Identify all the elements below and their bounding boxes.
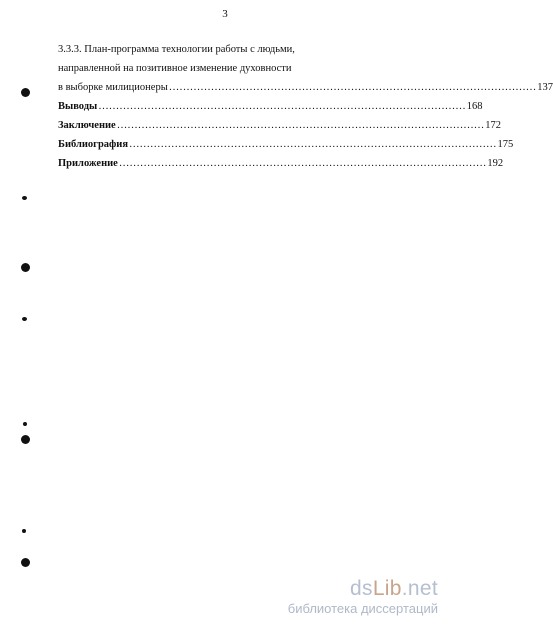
toc-leader-dots: …………………………………………………………………………………………… bbox=[168, 82, 537, 93]
toc-entry-page: 175 bbox=[497, 139, 514, 150]
toc-entry-bibliography bbox=[58, 139, 514, 150]
toc-leader-dots: …………………………………………………………………………………………… bbox=[116, 120, 485, 131]
watermark-logo bbox=[288, 578, 438, 600]
toc-item-3-3-3-line-1: 3.3.3. План-программа технологии работы с людьми, bbox=[58, 44, 295, 55]
scan-hole-mark bbox=[21, 558, 30, 567]
page-number: 3 bbox=[222, 8, 228, 20]
toc-entry-page: 192 bbox=[487, 158, 504, 169]
dslib-watermark bbox=[288, 578, 438, 616]
toc-entry-page: 168 bbox=[466, 101, 483, 112]
toc-item-3-3-3-page: 137 bbox=[537, 82, 553, 93]
scan-hole-mark bbox=[21, 263, 30, 272]
toc-leader-dots: …………………………………………………………………………………………… bbox=[118, 158, 487, 169]
toc-entry-label: Выводы bbox=[58, 101, 98, 112]
toc-entry-label: Приложение bbox=[58, 158, 118, 169]
watermark-subtitle: библиотека диссертаций bbox=[287, 601, 438, 616]
scan-hole-mark bbox=[22, 529, 26, 533]
toc-item-3-3-3-line-3 bbox=[58, 82, 553, 93]
scan-hole-mark bbox=[22, 317, 27, 321]
toc-item-3-3-3-line-3-text: в выборке милиционеры bbox=[58, 82, 168, 93]
table-of-contents bbox=[58, 44, 553, 177]
scan-hole-mark bbox=[21, 88, 30, 97]
watermark-logo-lib: Lib bbox=[372, 577, 402, 600]
toc-entry-appendix bbox=[58, 158, 504, 169]
scan-hole-mark bbox=[23, 422, 27, 426]
toc-entry-label: Библиография bbox=[58, 139, 129, 150]
toc-entry-conclusions bbox=[58, 101, 483, 112]
toc-leader-dots: …………………………………………………………………………………………… bbox=[129, 139, 497, 150]
watermark-logo-prefix: ds bbox=[350, 577, 373, 600]
scan-hole-mark bbox=[22, 196, 27, 200]
toc-entry-page: 172 bbox=[485, 120, 501, 131]
toc-item-3-3-3-line-2: направленной на позитивное изменение духовности bbox=[58, 63, 292, 74]
toc-entry-label: Заключение bbox=[58, 120, 116, 131]
toc-entry-final-conclusion bbox=[58, 120, 501, 131]
toc-leader-dots: …………………………………………………………………………………………… bbox=[98, 101, 466, 112]
watermark-logo-suffix: .net bbox=[401, 577, 438, 600]
scan-hole-mark bbox=[21, 435, 30, 444]
